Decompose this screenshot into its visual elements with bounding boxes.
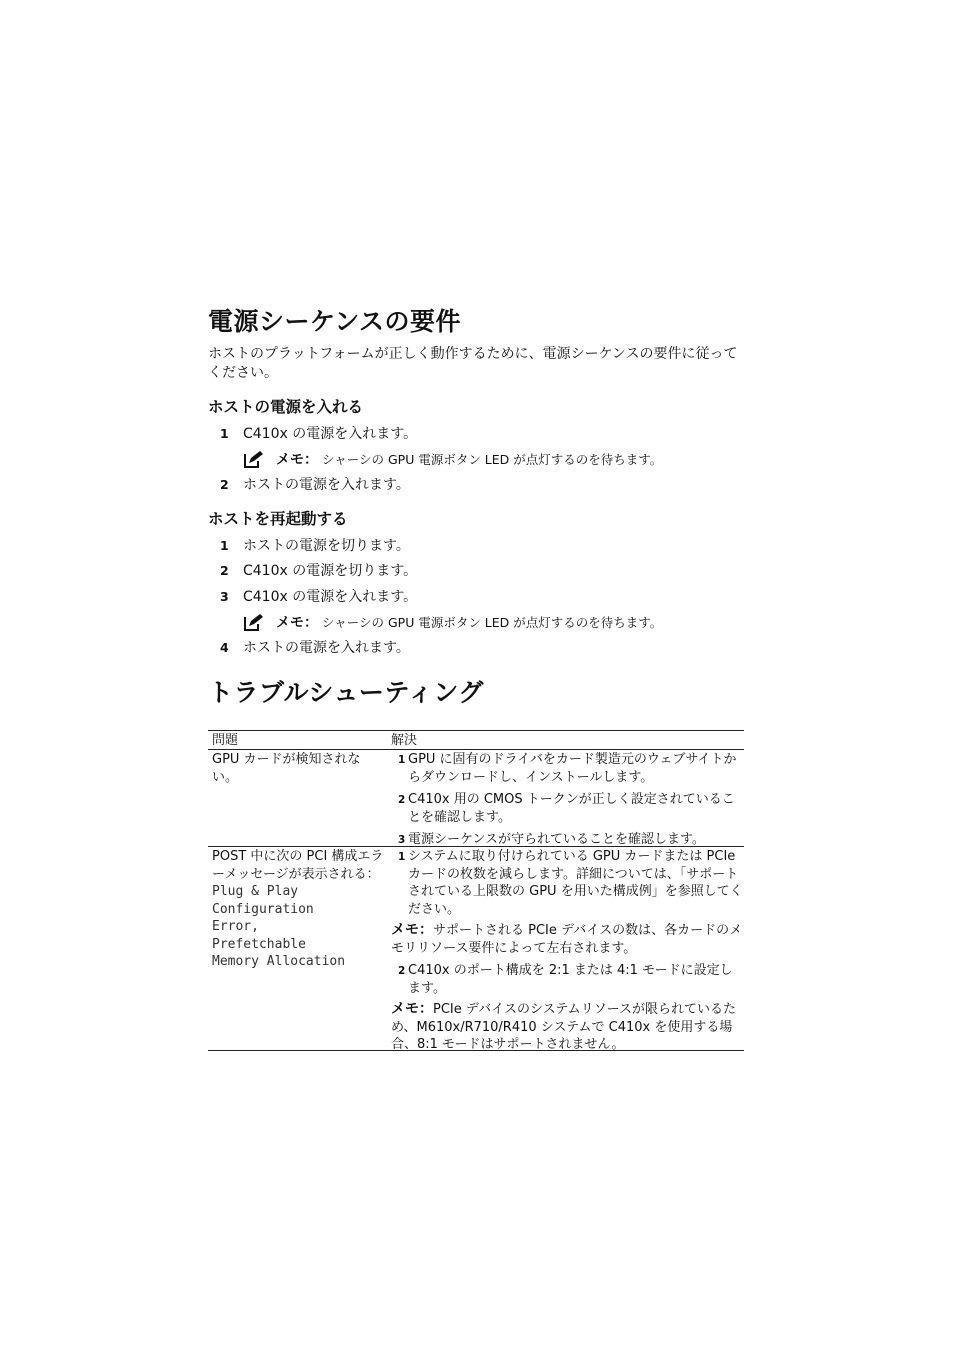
step-item: 4 ホストの電源を入れます。 <box>220 640 410 656</box>
table-row-2-solution <box>391 848 743 1054</box>
table-header-problem: 問題 <box>212 733 239 748</box>
note-pencil-icon <box>242 450 264 470</box>
section-title-power-sequence: 電源シーケンスの要件 <box>208 307 462 336</box>
memo <box>391 922 743 957</box>
list-item: 1 システムに取り付けられている GPU カードまたは PCIe カードの枚数を減らします。詳細については、「サポートされている上限数の GPU を用いた構成例」を参照してください。 <box>398 849 743 917</box>
note-text: シャーシの GPU 電源ボタン LED が点灯するのを待ちます。 <box>322 452 663 467</box>
step-item: 1 C410x の電源を入れます。 <box>220 426 418 442</box>
table-top-rule <box>208 730 744 731</box>
error-code-line: Prefetchable <box>212 936 306 952</box>
table-row-1-problem: GPU カードが検知されない。 <box>212 752 361 785</box>
memo-text: サポートされる PCIe デバイスの数は、各カードのメモリリソース要件によって左右されます。 <box>391 923 743 956</box>
table-row-rule <box>208 846 744 847</box>
memo-label: メモ： <box>391 1001 433 1017</box>
memo <box>391 1001 743 1054</box>
note-label: メモ： <box>276 615 318 631</box>
step-item: 2 ホストの電源を入れます。 <box>220 477 410 493</box>
section-title-troubleshooting: トラブルシューティング <box>208 678 484 707</box>
note-pencil-icon <box>242 613 264 633</box>
list-item: 2 C410x 用の CMOS トークンが正しく設定されていることを確認します。 <box>398 792 735 825</box>
list-item: 2 C410x のポート構成を 2:1 または 4:1 モードに設定します。 <box>398 963 733 996</box>
error-code-line: Error, <box>212 919 259 934</box>
table-header-solution: 解決 <box>391 733 418 748</box>
table-row-1-solution <box>391 751 743 850</box>
list-item: 3 電源シーケンスが守られていることを確認します。 <box>398 832 705 847</box>
step-item: 1 ホストの電源を切ります。 <box>220 538 410 554</box>
memo-label: メモ： <box>391 922 433 938</box>
error-code-line: Plug & Play <box>212 884 299 899</box>
table-bottom-rule <box>208 1050 744 1051</box>
subsection-title-power-on: ホストの電源を入れる <box>208 398 364 416</box>
error-code-line: Configuration <box>212 901 314 917</box>
memo-text: PCIe デバイスのシステムリソースが限られているため、M610x/R710/R410 システムで C410x を使用する場合、8:1 モードはサポートされません。 <box>391 1002 737 1052</box>
step-item: 3 C410x の電源を入れます。 <box>220 589 418 605</box>
note <box>242 450 662 470</box>
note <box>242 613 662 633</box>
error-code-line: Memory Allocation <box>212 954 346 969</box>
subsection-title-restart: ホストを再起動する <box>208 510 348 528</box>
section-intro: ホストのプラットフォームが正しく動作するために、電源シーケンスの要件に従ってください。 <box>208 346 738 381</box>
table-row-2-problem: POST 中に次の PCI 構成エラーメッセージが表示される： Plug & Play Configuration Error, Prefetchable Memory Allocation <box>212 849 384 969</box>
step-item: 2 C410x の電源を切ります。 <box>220 563 418 579</box>
note-text: シャーシの GPU 電源ボタン LED が点灯するのを待ちます。 <box>322 615 663 630</box>
table-header-rule <box>208 749 744 750</box>
note-label: メモ： <box>276 452 318 468</box>
list-item: 1 GPU に固有のドライバをカード製造元のウェブサイトからダウンロードし、インストールします。 <box>398 752 737 785</box>
